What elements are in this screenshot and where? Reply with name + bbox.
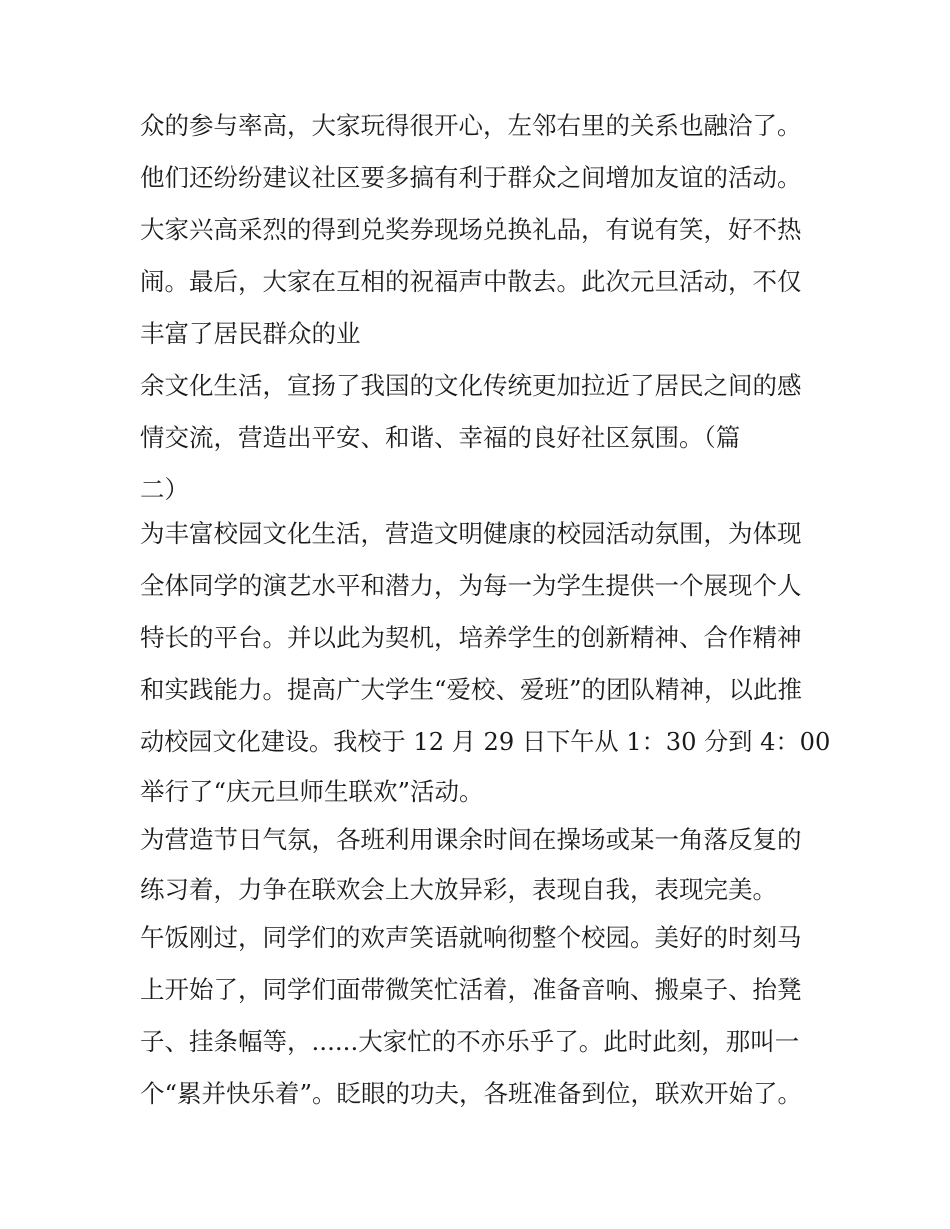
text-line: 情交流，营造出平安、和谐、幸福的良好社区氛围。（篇 [140,423,741,452]
text-line: 大家兴高采烈的得到兑奖券现场兑换礼品，有说有笑，好不热 [140,215,802,244]
text-line: 他们还纷纷建议社区要多搞有利于群众之间增加友谊的活动。 [140,163,802,192]
text-line: 为营造节日气氛，各班利用课余时间在操场或某一角落反复的 [140,825,802,854]
text-line: 丰富了居民群众的业 [140,319,361,348]
text-line: 闹。最后，大家在互相的祝福声中散去。此次元旦活动，不仅 [140,267,802,296]
text-line: 二） [140,475,189,504]
text-line: 个“累并快乐着”。眨眼的功夫，各班准备到位，联欢开始了。 [140,1079,803,1108]
text-line: 上开始了，同学们面带微笑忙活着，准备音响、搬桌子、抬凳 [140,975,802,1004]
text-line: 余文化生活，宣扬了我国的文化传统更加拉近了居民之间的感 [140,371,802,400]
text-line: 动校园文化建设。我校于 12 月 29 日下午从 1：30 分到 4：00 [140,727,831,756]
text-line: 众的参与率高，大家玩得很开心，左邻右里的关系也融洽了。 [140,111,802,140]
text-line: 练习着，力争在联欢会上大放异彩，表现自我，表现完美。 [140,875,777,904]
text-line: 和实践能力。提高广大学生“爱校、爱班”的团队精神，以此推 [140,675,803,704]
text-line: 特长的平台。并以此为契机，培养学生的创新精神、合作精神 [140,623,802,652]
text-line: 举行了“庆元旦师生联欢”活动。 [140,777,484,806]
text-line: 全体同学的演艺水平和潜力，为每一为学生提供一个展现个人 [140,571,802,600]
text-line: 午饭刚过，同学们的欢声笑语就响彻整个校园。美好的时刻马 [140,923,802,952]
text-line: 为丰富校园文化生活，营造文明健康的校园活动氛围，为体现 [140,519,802,548]
text-line: 子、挂条幅等，......大家忙的不亦乐乎了。此时此刻，那叫一 [140,1027,800,1056]
